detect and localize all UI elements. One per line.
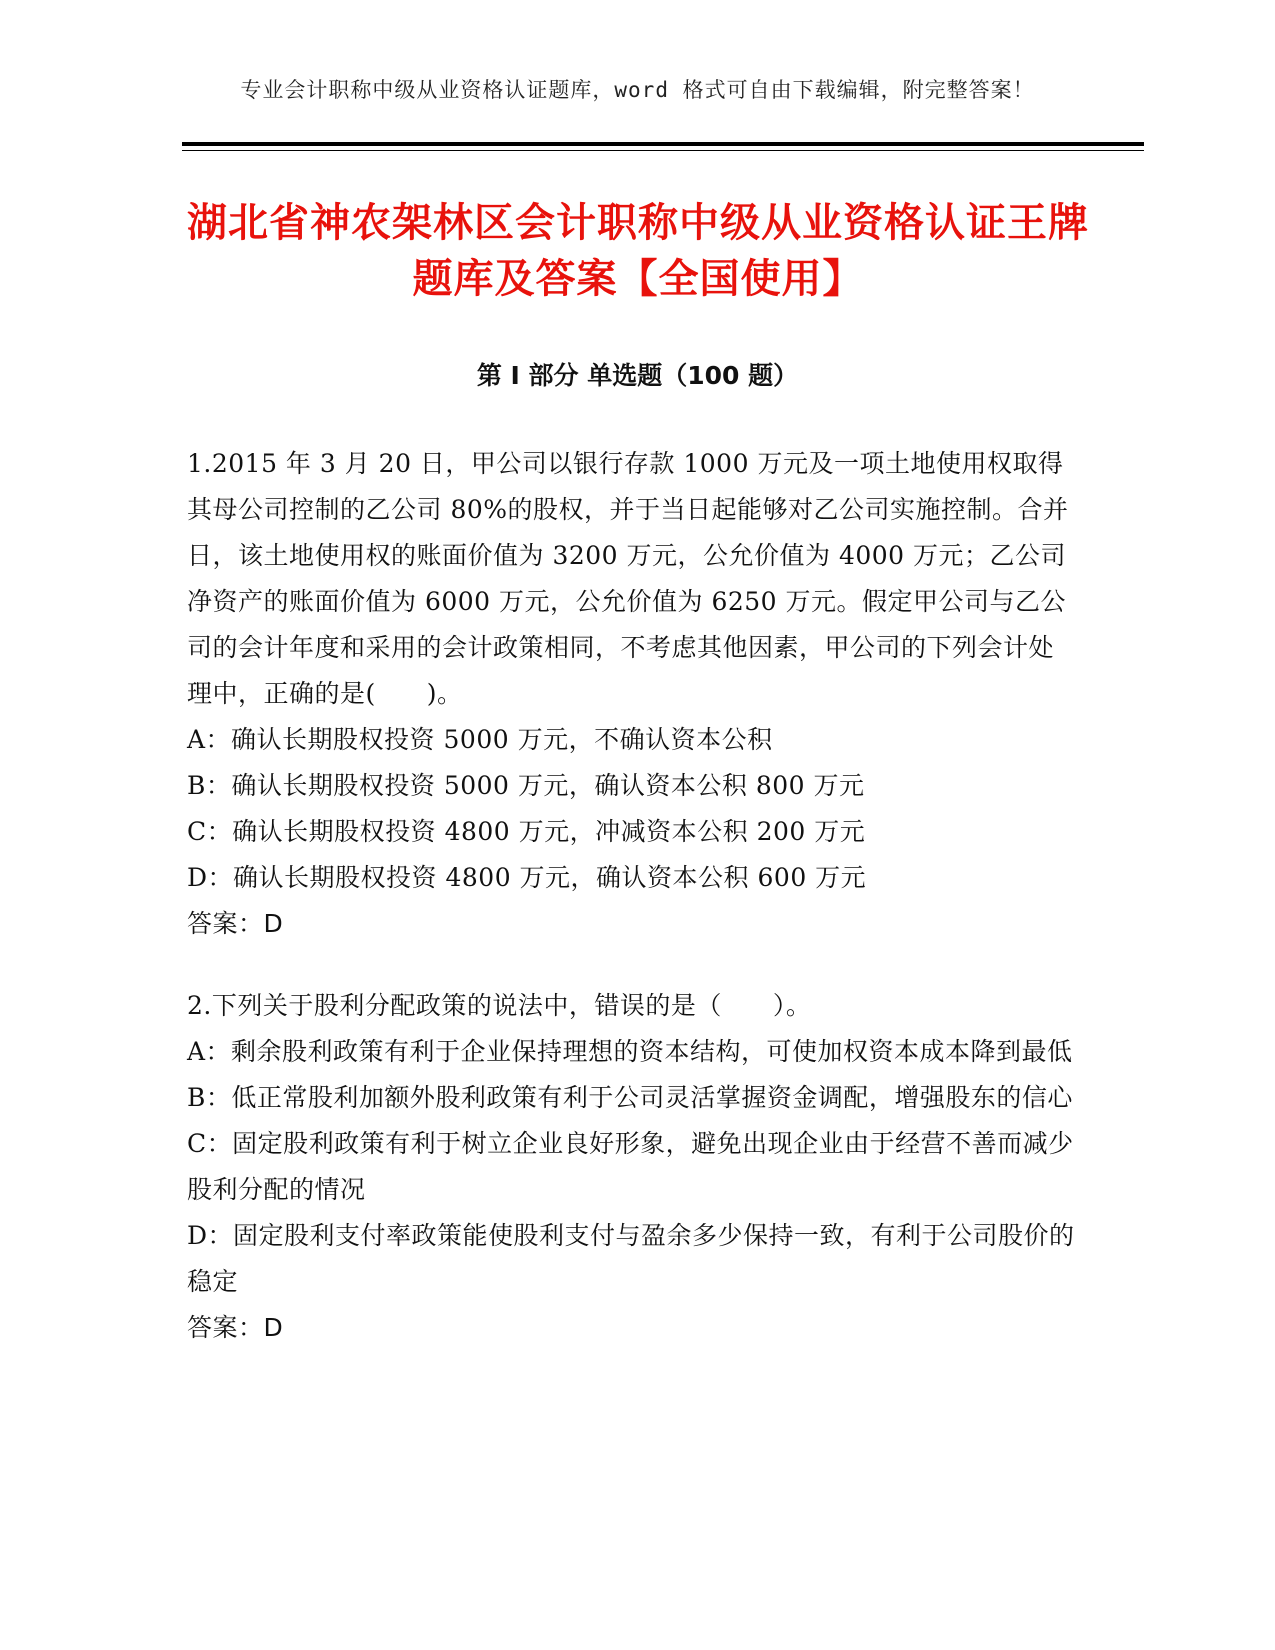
- header-divider-thin: [182, 150, 1144, 151]
- section-heading: 第 I 部分 单选题（100 题）: [476, 361, 799, 390]
- option-b: B：确认长期股权投资 5000 万元，确认资本公积 800 万元: [187, 771, 865, 800]
- option-d: D：固定股利支付率政策能使股利支付与盈余多少保持一致，有利于公司股价的稳定: [187, 1221, 1075, 1296]
- document-title: 湖北省神农架林区会计职称中级从业资格认证王牌题库及答案【全国使用】: [187, 200, 1089, 302]
- answer: 答案：D: [187, 1313, 284, 1342]
- header-divider-thick: [182, 142, 1144, 146]
- option-c: C：确认长期股权投资 4800 万元，冲减资本公积 200 万元: [187, 817, 866, 846]
- question-1: [187, 441, 1077, 947]
- option-d: D：确认长期股权投资 4800 万元，确认资本公积 600 万元: [187, 863, 867, 892]
- option-a: A：剩余股利政策有利于企业保持理想的资本结构，可使加权资本成本降到最低: [187, 1037, 1073, 1066]
- question-stem: 2.下列关于股利分配政策的说法中，错误的是（ ）。: [187, 991, 812, 1020]
- answer: 答案：D: [187, 909, 284, 938]
- header-note: 专业会计职称中级从业资格认证题库，word 格式可自由下载编辑，附完整答案！: [240, 78, 1035, 102]
- question-stem: 1.2015 年 3 月 20 日，甲公司以银行存款 1000 万元及一项土地使用权取得其母公司控制的乙公司 80%的股权，并于当日起能够对乙公司实施控制。合并日，该土地使用权的账面价值为 3200 万元，公允价值为 4000 万元；乙公司净资产的账面价值为 6000 万元，公允价值为 6250 万元。假定甲公司与乙公司的会计年度和采用的会计政策相同，不考虑其他因素，甲公司的下列会计处理中，正确的是( )。: [187, 449, 1069, 708]
- question-2: [187, 983, 1077, 1351]
- option-c: C：固定股利政策有利于树立企业良好形象，避免出现企业由于经营不善而减少股利分配的情况: [187, 1129, 1074, 1204]
- option-a: A：确认长期股权投资 5000 万元，不确认资本公积: [187, 725, 773, 754]
- option-b: B：低正常股利加额外股利政策有利于公司灵活掌握资金调配，增强股东的信心: [187, 1083, 1073, 1112]
